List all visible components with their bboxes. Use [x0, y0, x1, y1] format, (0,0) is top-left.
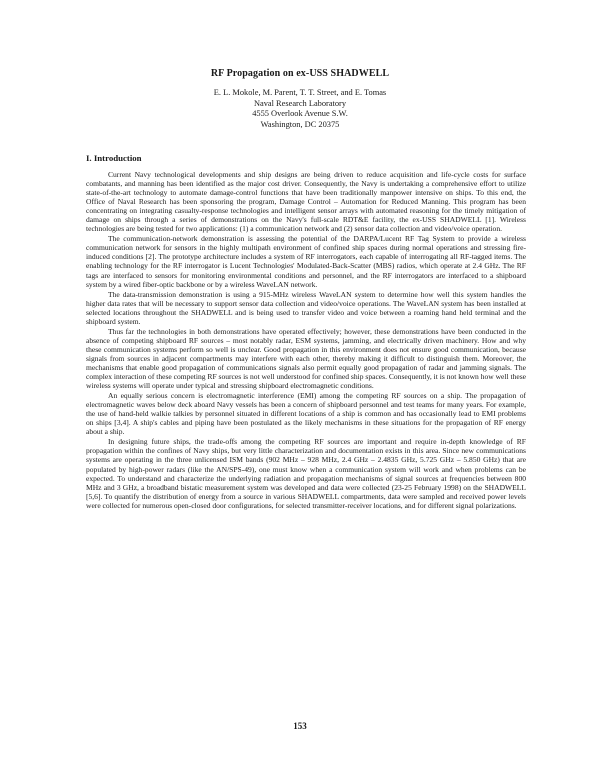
page-number: 153 [293, 721, 307, 731]
affiliation-institution: Naval Research Laboratory [253, 98, 347, 108]
author-names: E. L. Mokole, M. Parent, T. T. Street, and E. Tomas [213, 88, 387, 97]
paragraph-5: An equally serious concern is electromagnetic interference (EMI) among the competing RF sources on a ship. The propagation of electromagnetic waves below deck aboard Navy vessels has been a concern of shipboard personnel and test teams for many years. For example, the use of hand-held walkie talkies by personnel situated in different locations of a ship is common and has occasionally lead to EMI problems on ships [3,4]. A ship's cables and piping have been postulated as the likely mechanisms in these situations for the propagation of RF energy about a ship. [86, 391, 526, 437]
section-body [86, 170, 526, 511]
paragraph-1: Current Navy technological developments and ship designs are being driven to reduce acquisition and life-cycle costs for surface combatants, and manning has been identified as the major cost driver. Consequently, the Navy is undertaking a comprehensive effort to utilize state-of-the-art technology to automate damage-control functions that have been traditionally manpower intensive on ships. To this end, the Office of Naval Research has been sponsoring the program, Damage Control – Automation for Reduced Manning. This program has been concentrating on integrating casualty-response technologies and intelligent sensor arrays with automated reasoning for the timely mitigation of damage on ships through a series of demonstrations on the Navy's full-scale RDT&E facility, the ex-USS SHADWELL [1]. Wireless technologies are being tested for two applications: (1) a communication network and (2) sensor data collection and video/voice operation. [86, 170, 526, 234]
paper-title: RF Propagation on ex-USS SHADWELL [210, 68, 390, 79]
paragraph-2: The communication-network demonstration is assessing the potential of the DARPA/Lucent RF Tag System to provide a wireless communication network for sensors in the highly multipath environment of confined ship spaces during normal operations and stressing fire-induced conditions [2]. The prototype architecture includes a system of RF interrogators, each capable of interrogating all RF-tagged items. The enabling technology for the RF interrogator is Lucent Technologies' Modulated-Back-Scatter (MBS) radios, which operate at 2.4 GHz. The RF tags are interfaced to sensors for monitoring environmental conditions and personnel, and the RF interrogators are interfaced to a shipboard system by a wired fiber-optic backbone or by a wireless WaveLAN network. [86, 234, 526, 289]
paragraph-3: The data-transmission demonstration is using a 915-MHz wireless WaveLAN system to determine how well this system handles the higher data rates that will be necessary to support sensor data collection and video/voice operations. The WaveLAN system has been installed at selected locations throughout the SHADWELL and is being used to transfer video and voice between a roaming hand held terminal and the shipboard system. [86, 289, 526, 326]
paragraph-4: Thus far the technologies in both demonstrations have operated effectively; however, these demonstrations have been conducted in the absence of competing shipboard RF sources – most notably radar, ESM systems, jamming, and electrically driven machinery. How and why these communication systems perform so well is unclear. Good propagation in this environment does not ensure good communication, because signals from sources in adjacent compartments may interfere with each other, thereby making it difficult to distinguish them. Moreover, the mechanisms that enable good propagation of communications signals also permit equally good propagation of radar and jamming signals. The complex interaction of these competing RF sources is not well understood for confined ship spaces. Consequently, it is not known how well these wireless systems will operate under typical and stressing shipboard electromagnetic conditions. [86, 326, 526, 391]
section-heading: I. Introduction [86, 153, 142, 163]
affiliation-street: 4555 Overlook Avenue S.W. [252, 109, 348, 119]
paragraph-6: In designing future ships, the trade-offs among the competing RF sources are important and require in-depth knowledge of RF propagation within the confines of Navy ships, but very little characterization and documentation exists in this area. Since new communications systems are operating in the three unlicensed ISM bands (902 MHz – 928 MHz, 2.4 GHz – 2.4835 GHz, 5.725 GHz – 5.850 GHz) that are populated by high-power radars (like the AN/SPS-49), one must know when a communication system will work and when problems can be expected. To understand and characterize the underlying radiation and propagation mechanisms of signal sources at frequencies between 800 MHz and 3 GHz, a broadband bistatic measurement system was developed and data were collected (23-25 February 1998) on the SHADWELL [5,6]. To quantify the distribution of energy from a source in various SHADWELL compartments, data were sampled and received power levels were collected for numerous open-closed door configurations, for selected transmitter-receiver locations, and for different signal polarizations. [86, 437, 526, 510]
affiliation-city: Washington, DC 20375 [260, 119, 340, 129]
author-block [0, 88, 600, 130]
